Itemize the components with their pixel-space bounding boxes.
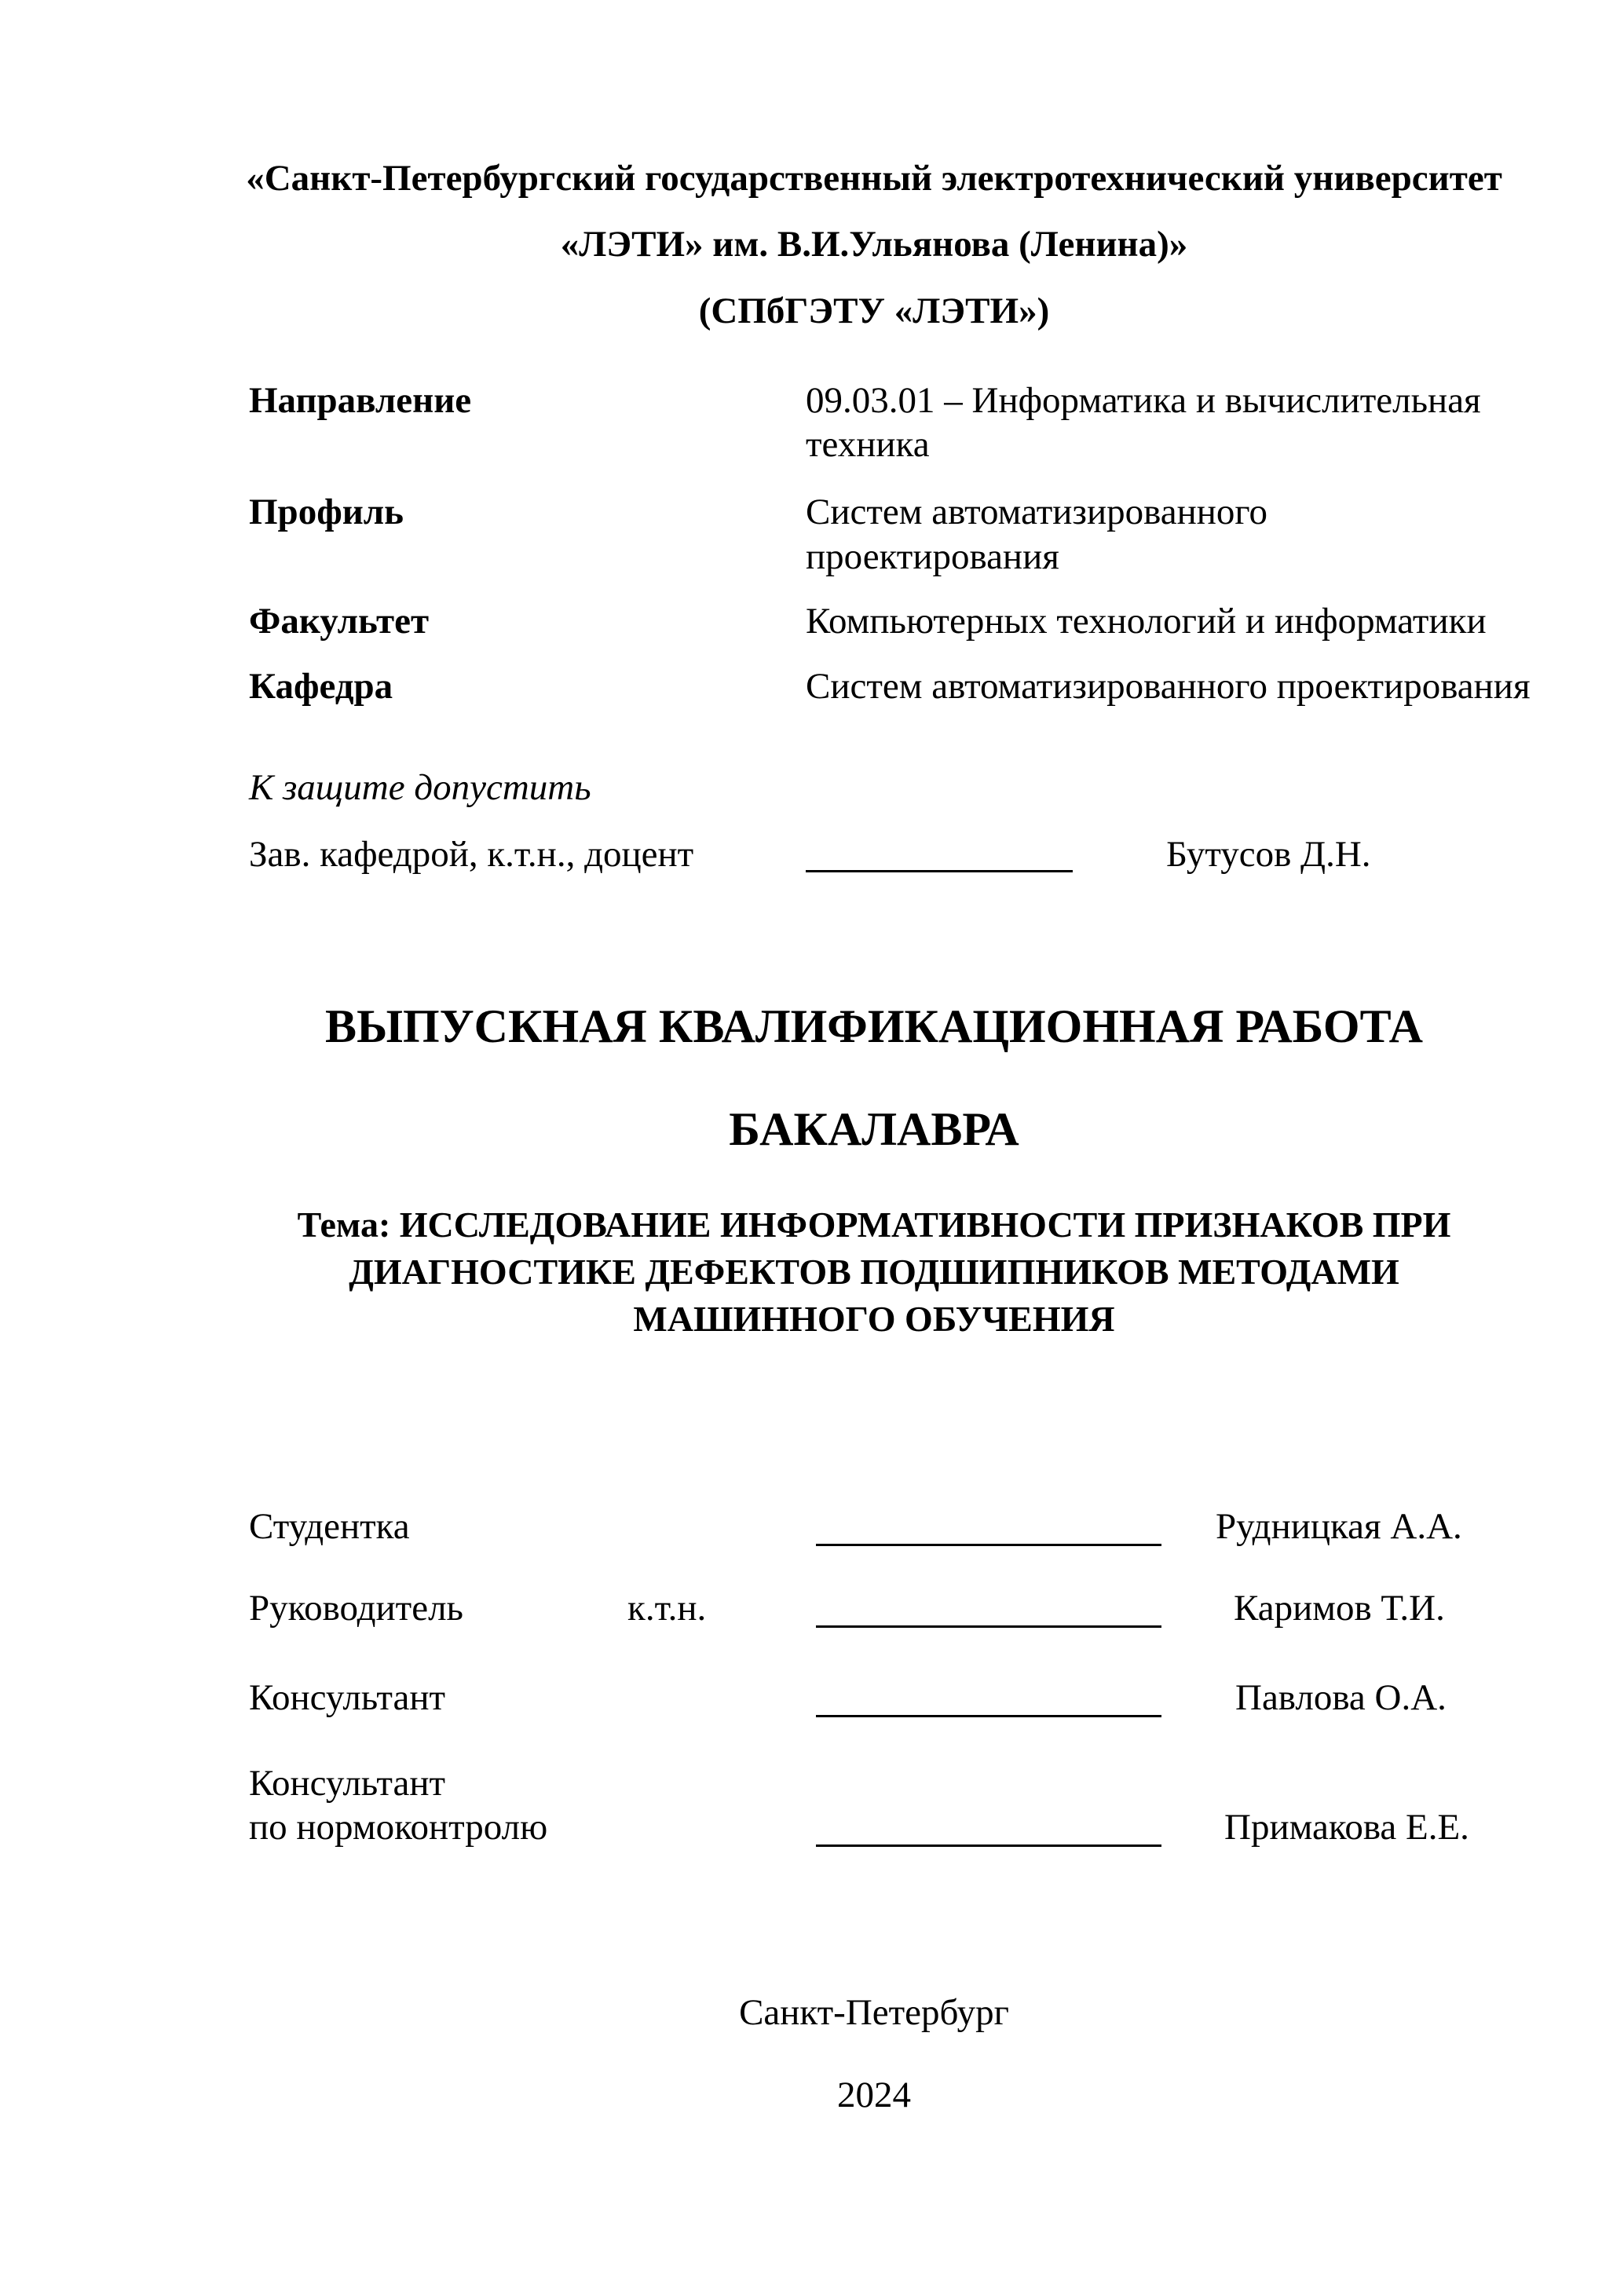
theme-line3: МАШИННОГО ОБУЧЕНИЯ: [633, 1299, 1115, 1339]
approval-name: Бутусов Д.Н.: [1166, 834, 1371, 875]
university-name-line1: «Санкт-Петербургский государственный электротехнический университет: [246, 158, 1502, 199]
document-title-degree: БАКАЛАВРА: [729, 1103, 1019, 1155]
direction-label: Направление: [249, 380, 472, 421]
supervisor-name: Каримов Т.И.: [1234, 1588, 1445, 1629]
direction-value: 09.03.01 – Информатика и вычислительная: [806, 380, 1481, 421]
consultant-signature-line: [816, 1715, 1161, 1717]
normcontrol-signature-line: [816, 1844, 1161, 1847]
university-name-line2: «ЛЭТИ» им. В.И.Ульянова (Ленина)»: [560, 224, 1188, 265]
supervisor-role: Руководитель: [249, 1588, 463, 1629]
faculty-value: Компьютерных технологий и информатики: [806, 601, 1487, 642]
city: Санкт-Петербург: [739, 1992, 1009, 2033]
normcontrol-role: Консультант: [249, 1763, 446, 1804]
student-name: Рудницкая А.А.: [1216, 1506, 1462, 1547]
consultant-role: Консультант: [249, 1677, 446, 1718]
approval-signature-line: [806, 870, 1073, 872]
university-abbreviation: (СПбГЭТУ «ЛЭТИ»): [698, 291, 1050, 331]
year: 2024: [837, 2075, 911, 2115]
department-value: Систем автоматизированного проектирования: [806, 666, 1531, 707]
supervisor-degree: к.т.н.: [627, 1588, 707, 1629]
student-signature-line: [816, 1544, 1161, 1546]
profile-value-cont: проектирования: [806, 536, 1059, 577]
profile-label: Профиль: [249, 492, 404, 532]
theme-line2: ДИАГНОСТИКЕ ДЕФЕКТОВ ПОДШИПНИКОВ МЕТОДАМИ: [349, 1252, 1399, 1292]
approval-role: Зав. кафедрой, к.т.н., доцент: [249, 834, 694, 875]
supervisor-signature-line: [816, 1625, 1161, 1628]
direction-value-cont: техника: [806, 424, 930, 465]
normcontrol-name: Примакова Е.Е.: [1224, 1807, 1469, 1848]
profile-value: Систем автоматизированного: [806, 492, 1267, 532]
document-title: ВЫПУСКНАЯ КВАЛИФИКАЦИОННАЯ РАБОТА: [325, 1000, 1423, 1052]
faculty-label: Факультет: [249, 601, 430, 642]
department-label: Кафедра: [249, 666, 393, 707]
approval-caption: К защите допустить: [249, 767, 591, 808]
theme-line1: Тема: ИССЛЕДОВАНИЕ ИНФОРМАТИВНОСТИ ПРИЗНАКОВ ПРИ: [297, 1205, 1451, 1245]
normcontrol-role-cont: по нормоконтролю: [249, 1807, 548, 1848]
student-role: Студентка: [249, 1506, 410, 1547]
consultant-name: Павлова О.А.: [1235, 1677, 1447, 1718]
